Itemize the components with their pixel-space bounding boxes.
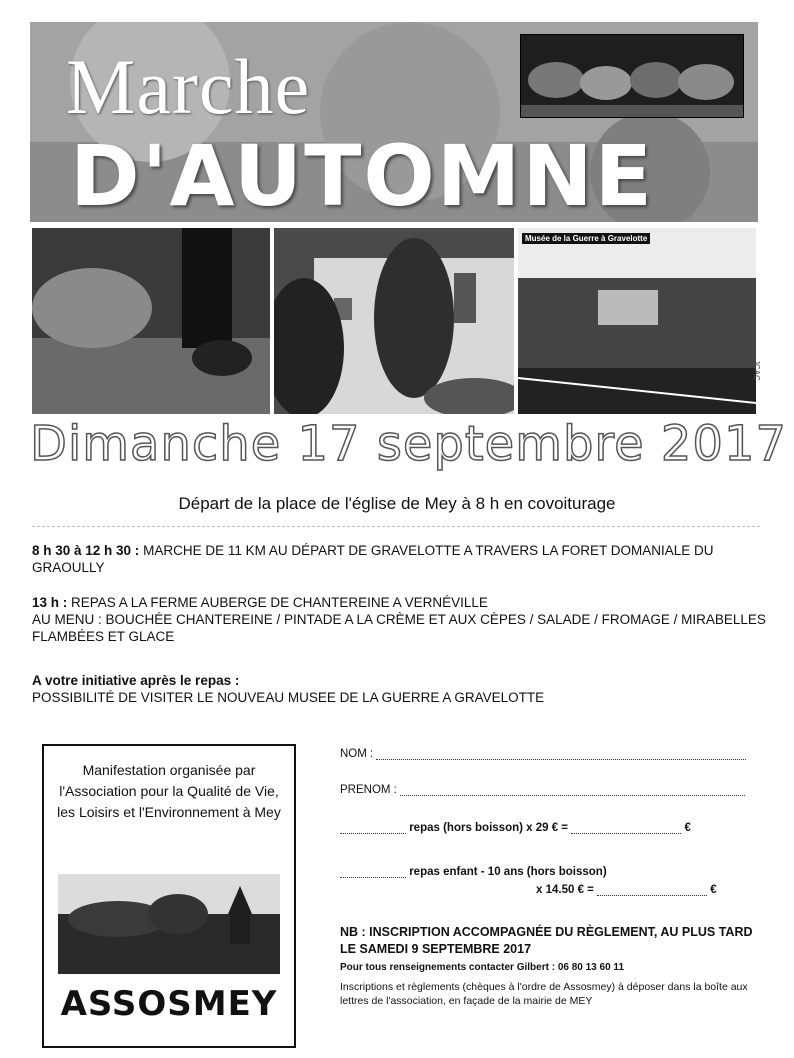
association-box [42, 744, 296, 1048]
enfant-price: x 14.50 € = [536, 884, 594, 896]
program-meal [32, 594, 772, 611]
registration-note: NB : INSCRIPTION ACCOMPAGNÉE DU RÈGLEMENT, AU PLUS TARD LE SAMEDI 9 SEPTEMBRE 2017 [340, 925, 753, 956]
repas-label: repas (hors boisson) x 29 € = [409, 822, 569, 834]
photo-house [274, 228, 514, 414]
repas-quantity-field[interactable] [340, 833, 406, 834]
prenom-field[interactable] [400, 795, 745, 796]
after-meal-text: POSSIBILITÉ DE VISITER LE NOUVEAU MUSEE DE LA GUERRE A GRAVELOTTE [32, 690, 545, 705]
enfant-row [340, 866, 607, 878]
repas-row [340, 822, 691, 834]
repas-total-field[interactable] [571, 833, 681, 834]
prenom-row [340, 784, 745, 796]
enfant-quantity-field[interactable] [340, 877, 406, 878]
shoes-photo [520, 34, 744, 118]
title-automne: D'AUTOMNE [70, 127, 655, 222]
photo-museum [518, 228, 756, 414]
repas-euro: € [684, 822, 691, 834]
association-text: Manifestation organisée par l'Association pour la Qualité de Vie, les Loisirs et l'Environnement à Mey [57, 762, 281, 820]
departure-info: Départ de la place de l'église de Mey à 8 h en covoiturage [178, 494, 616, 513]
photo-credit-label: JCAC [752, 360, 761, 381]
inscriptions-info: Inscriptions et règlements (chèques à l'ordre de Assosmey) à déposer dans la boîte aux lettres de l'association, en façade de la mairie de MEY [340, 981, 748, 1007]
prenom-label: PRENOM : [340, 784, 397, 796]
meal-text: REPAS A LA FERME AUBERGE DE CHANTEREINE A VERNÉVILLE [71, 595, 488, 610]
event-date: Dimanche 17 septembre 2017 [30, 416, 788, 472]
header-banner [30, 22, 758, 222]
enfant-total-field[interactable] [597, 895, 707, 896]
enfant-price-row [536, 884, 717, 896]
divider [32, 526, 760, 527]
enfant-euro: € [710, 884, 717, 896]
after-meal-title: A votre initiative après le repas : [32, 673, 240, 688]
photo-walker [32, 228, 270, 414]
walk-time: 8 h 30 à 12 h 30 : [32, 543, 140, 558]
enfant-label: repas enfant - 10 ans (hors boisson) [409, 866, 607, 878]
nom-label: NOM : [340, 748, 374, 760]
museum-caption: Musée de la Guerre à Gravelotte [522, 233, 650, 244]
contact-info: Pour tous renseignements contacter Gilbert : 06 80 13 60 11 [340, 962, 624, 973]
nom-row [340, 748, 746, 760]
association-name: ASSOSMEY [60, 984, 278, 1024]
village-photo [58, 874, 280, 974]
program-menu: AU MENU : BOUCHÉE CHANTEREINE / PINTADE A LA CRÈME ET AUX CÈPES / SALADE / FROMAGE / MIRABELLES FLAMBÉES ET GLACE [32, 612, 766, 644]
program-walk [32, 542, 772, 576]
nom-field[interactable] [376, 759, 746, 760]
walk-text: MARCHE DE 11 KM AU DÉPART DE GRAVELOTTE A TRAVERS LA FORET DOMANIALE DU GRAOULLY [32, 543, 714, 575]
title-marche: Marche [66, 43, 311, 130]
meal-time: 13 h : [32, 595, 68, 610]
